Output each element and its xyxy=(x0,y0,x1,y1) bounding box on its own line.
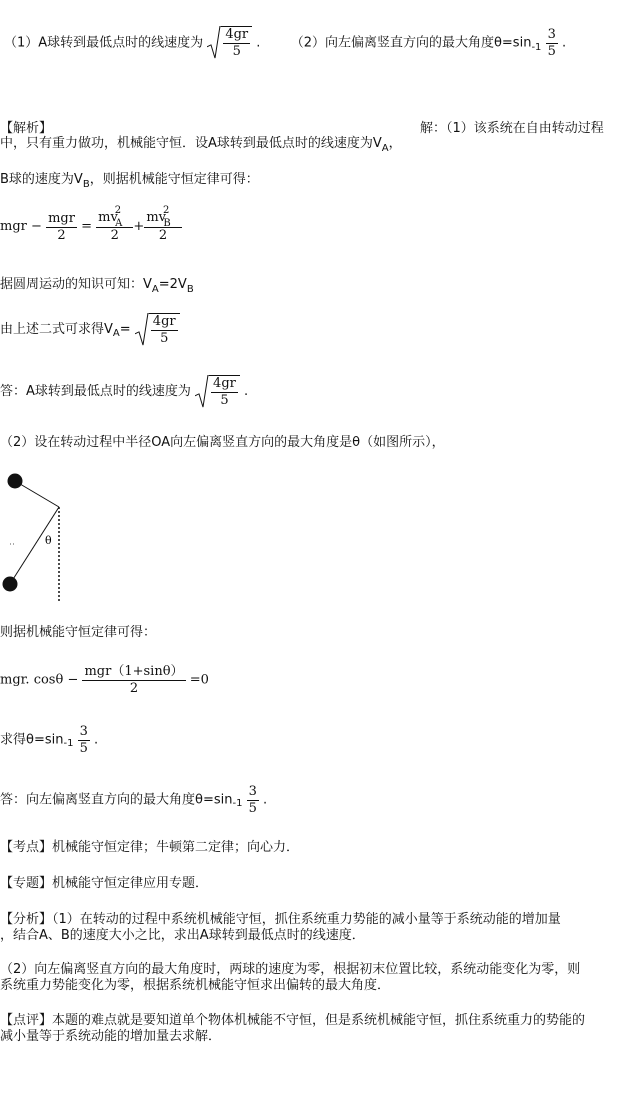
energy-line: 则据机械能守恒定律可得： xyxy=(0,625,157,640)
analysis-line1-right: 解：（1）该系统在自由转动过程 xyxy=(420,121,604,136)
radical-sign xyxy=(207,26,221,60)
analysis-line3: B球的速度为$V_B$，则据机械能守恒定律可得： xyxy=(0,172,259,190)
equation-energy-2: mgr. cosθ − $\frac{\text{mgr（1+sinθ）}}{2}$ =0 xyxy=(0,664,209,696)
pendulum-diagram xyxy=(0,468,80,608)
dianping-line2: 减小量等于系统动能的增加量去求解． xyxy=(0,1029,222,1044)
circular-relation: 据圆周运动的知识可知：$V_A=2V_B$ xyxy=(0,277,194,295)
ball-a xyxy=(3,577,18,592)
fenxi-line3: （2）向左偏离竖直方向的最大角度时，两球的速度为零，根据初末位置比较，系统动能变化为零，则 xyxy=(0,962,581,977)
radical-sign xyxy=(195,375,209,409)
radical-sign xyxy=(135,313,149,347)
dianping-line1: 【点评】本题的难点就是要知道单个物体机械能不守恒，但是系统机械能守恒，抓住系统重力的势能的 xyxy=(0,1013,586,1028)
solve-va-line: 由上述二式可求得$V_A=$ $\frac{4gr}{5}$ xyxy=(0,313,180,347)
fenxi-line4: 系统重力势能变化为零，根据系统机械能守恒求出偏转的最大角度． xyxy=(0,978,391,993)
equation-energy-1: mgr − $\frac{\text{mgr}}{2}$ = $\frac{mv^2_A}{2}$ + $\frac{mv^2_B}{2}$ xyxy=(0,210,182,244)
rod-oa xyxy=(10,507,59,584)
sqrt-4gr-over-5: $\frac{4gr}{5}$ xyxy=(207,26,252,60)
solve-theta-line: 求得$\theta=\sin_{-1}$ $\frac{3}{5}$ . xyxy=(0,724,99,756)
analysis-tag: 【解析】 xyxy=(0,121,53,136)
sqrt-solve: $\frac{4gr}{5}$ xyxy=(135,313,180,347)
sqrt-answer1: $\frac{4gr}{5}$ xyxy=(195,375,240,409)
answer-part1-text: （1）A球转到最低点时的线速度为 xyxy=(4,35,204,51)
kaodian-line: 【考点】机械能守恒定律；牛顿第二定律；向心力． xyxy=(0,840,300,855)
fenxi-line2: ，结合A、B的速度大小之比，求出A球转到最低点时的线速度． xyxy=(0,928,365,943)
theta-label: θ xyxy=(45,534,52,547)
zhuanti-line: 【专题】机械能守恒定律应用专题． xyxy=(0,876,209,891)
answer-line: （1）A球转到最低点时的线速度为 $\frac{4gr}{5}$ . （2）向左偏离竖直方向的最大角度$\theta=\sin_{-1}$ $\frac{3}{5}$ . xyxy=(4,26,567,59)
fenxi-line1: 【分析】（1）在转动的过程中系统机械能守恒，抓住系统重力势能的减小量等于系统动能的增加量 xyxy=(0,912,561,927)
rod-ob xyxy=(15,481,59,507)
analysis-line2: 中，只有重力做功，机械能守恒．设A球转到最低点时的线速度为$V_A$， xyxy=(0,136,402,154)
answer-1-line: 答：A球转到最低点时的线速度为 $\frac{4gr}{5}$ . xyxy=(0,376,249,408)
part2-intro: （2）设在转动过程中半径OA向左偏离竖直方向的最大角度是θ（如图所示）， xyxy=(0,435,445,450)
answer-part2-text: （2）向左偏离竖直方向的最大角度θ=sin xyxy=(290,35,532,51)
fraction-3-5: $\frac{3}{5}$ xyxy=(547,26,556,59)
answer-2-line: 答：向左偏离竖直方向的最大角度$\theta=\sin_{-1}$ $\frac{3}{5}$ . xyxy=(0,784,268,816)
